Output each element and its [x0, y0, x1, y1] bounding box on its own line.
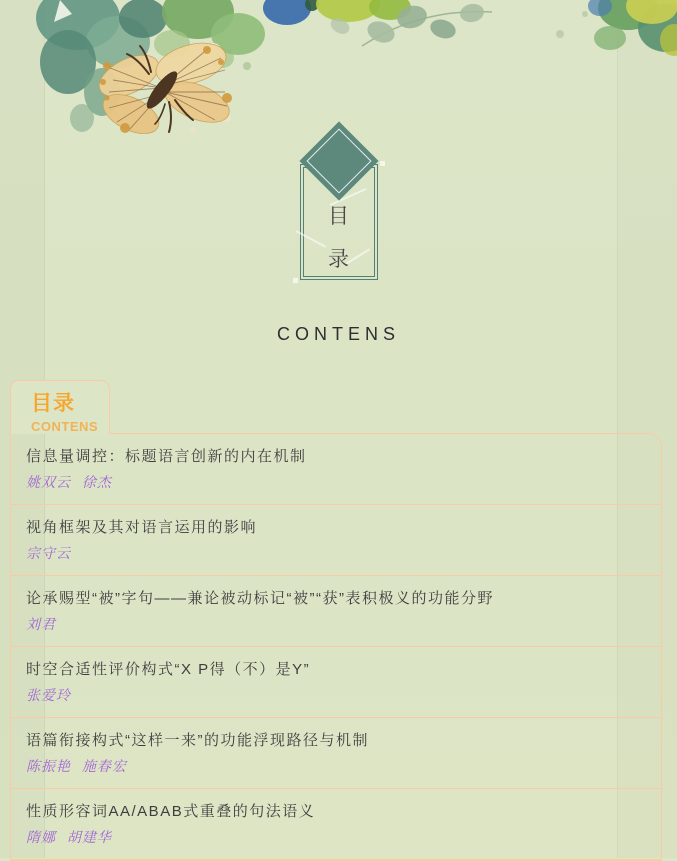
- article-title: 论承赐型“被”字句——兼论被动标记“被”“获”表积极义的功能分野: [26, 590, 494, 607]
- article-title: 语篇衔接构式“这样一来”的功能浮现路径与机制: [26, 732, 369, 749]
- toc-tab-sublabel: CONTENS: [31, 419, 99, 434]
- article-title: 信息量调控：标题语言创新的内在机制: [26, 448, 307, 465]
- banner-char-1: 目: [328, 205, 349, 228]
- toc-row[interactable]: [11, 505, 661, 576]
- article-authors: 隋娜 胡建华: [26, 830, 112, 846]
- toc-row[interactable]: [11, 789, 661, 860]
- toc-list: [10, 433, 662, 861]
- toc-tab-label: 目录: [31, 392, 75, 415]
- toc-section: [10, 380, 662, 861]
- article-authors: 陈振艳 施春宏: [26, 759, 127, 775]
- article-title: 时空合适性评价构式“X P得（不）是Y”: [26, 661, 311, 678]
- toc-tab[interactable]: [10, 380, 110, 434]
- frame-corner-dot: [380, 161, 385, 166]
- butterfly-icon: [85, 40, 245, 140]
- article-authors: 姚双云 徐杰: [26, 475, 112, 491]
- toc-row[interactable]: [11, 647, 661, 718]
- article-authors: 刘君: [26, 617, 56, 633]
- article-authors: 宗守云: [26, 546, 71, 562]
- toc-row[interactable]: [11, 434, 661, 505]
- toc-banner: [300, 164, 378, 280]
- toc-row[interactable]: [11, 718, 661, 789]
- article-title: 视角框架及其对语言运用的影响: [26, 519, 258, 536]
- article-authors: 张爱玲: [26, 688, 71, 704]
- banner-char-2: 录: [328, 248, 349, 271]
- article-title: 性质形容词AA/ABAB式重叠的句法语义: [26, 803, 316, 820]
- contens-heading: CONTENS: [276, 324, 400, 344]
- toc-row[interactable]: [11, 576, 661, 647]
- frame-corner-dot: [293, 278, 298, 283]
